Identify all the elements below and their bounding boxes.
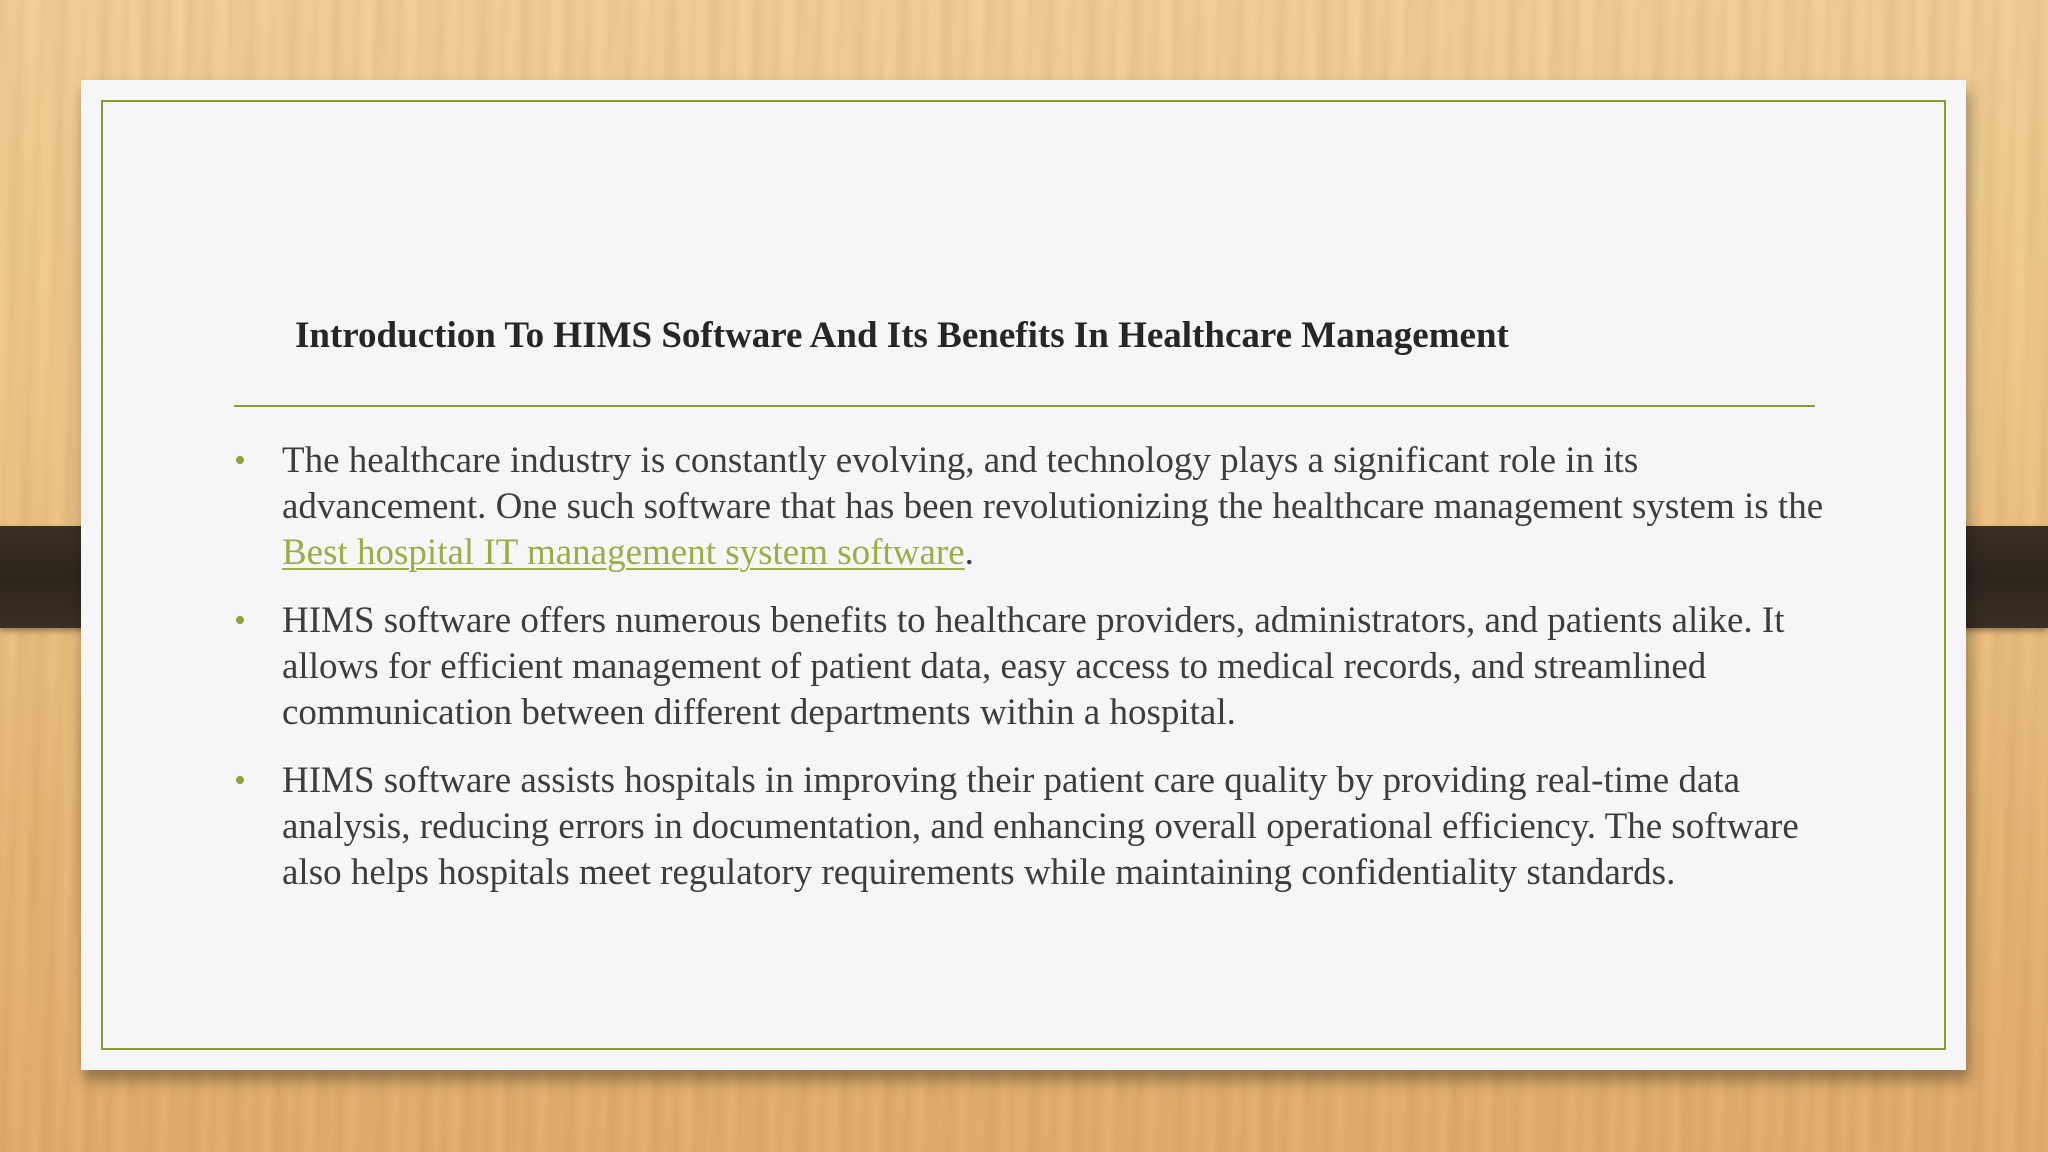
title-divider: [234, 405, 1815, 407]
bullet-list: [234, 438, 1834, 918]
bullet-item: [234, 598, 1834, 736]
bullet-item: [234, 758, 1834, 896]
bullet-icon: •: [234, 762, 246, 799]
bullet-item: [234, 438, 1834, 576]
bullet-icon: •: [234, 602, 246, 639]
bullet-text: The healthcare industry is constantly evolving, and technology plays a significant role in its advancement. One such software that has been revolutionizing the healthcare management system is the: [282, 440, 1824, 527]
slide-title: Introduction To HIMS Software And Its Benefits In Healthcare Management: [295, 315, 1509, 356]
bullet-text: HIMS software assists hospitals in improving their patient care quality by providing real-time data analysis, reducing errors in documentation, and enhancing overall operational efficiency. The software also helps hospitals meet regulatory requirements while maintaining confidentiality standards.: [282, 760, 1799, 893]
bullet-text: HIMS software offers numerous benefits to healthcare providers, administrators, and patients alike. It allows for efficient management of patient data, easy access to medical records, and streamlined communication between different departments within a hospital.: [282, 600, 1785, 733]
bullet-icon: •: [234, 442, 246, 479]
bullet-text-end: .: [964, 532, 974, 573]
hospital-software-link[interactable]: Best hospital IT management system software: [282, 532, 965, 573]
